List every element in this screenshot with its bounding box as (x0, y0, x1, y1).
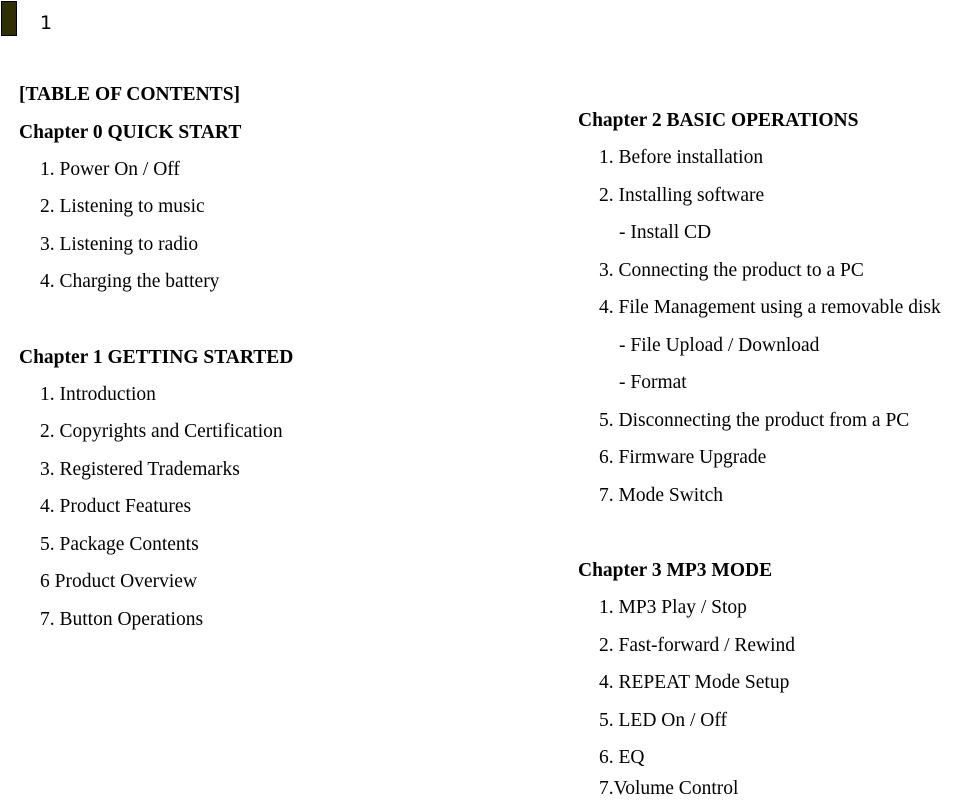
chapter-0-title: Chapter 0 QUICK START (19, 122, 242, 143)
toc-entry: 5. Package Contents (40, 534, 199, 555)
toc-entry: 6. EQ (599, 747, 645, 768)
chapter-3-title: Chapter 3 MP3 MODE (578, 560, 773, 581)
chapter-2-title: Chapter 2 BASIC OPERATIONS (578, 110, 859, 131)
toc-subentry: - Install CD (619, 222, 712, 243)
toc-entry: 3. Connecting the product to a PC (599, 260, 864, 281)
toc-entry: 2. Listening to music (40, 196, 205, 217)
toc-entry: 4. REPEAT Mode Setup (599, 672, 790, 693)
toc-entry: 6 Product Overview (40, 571, 198, 592)
page-number: 1 (40, 12, 53, 34)
toc-entry: 6. Firmware Upgrade (599, 447, 767, 468)
toc-entry: 1. Before installation (599, 147, 764, 168)
toc-entry: 2. Installing software (599, 185, 765, 206)
chapter-1-title: Chapter 1 GETTING STARTED (19, 347, 294, 368)
toc-entry: 1. Introduction (40, 384, 156, 405)
toc-entry: 1. Power On / Off (40, 159, 180, 180)
toc-subentry: - Format (619, 372, 687, 393)
toc-entry: 2. Copyrights and Certification (40, 421, 283, 442)
toc-entry: 7.Volume Control (599, 778, 739, 799)
toc-subentry: - File Upload / Download (619, 335, 820, 356)
toc-entry: 5. Disconnecting the product from a PC (599, 410, 910, 431)
toc-entry: 1. MP3 Play / Stop (599, 597, 747, 618)
toc-entry: 3. Listening to radio (40, 234, 199, 255)
page-marker-block (1, 1, 17, 36)
toc-entry: 2. Fast-forward / Rewind (599, 635, 796, 656)
toc-entry: 4. File Management using a removable disk (599, 297, 941, 318)
toc-heading: [TABLE OF CONTENTS] (19, 84, 241, 105)
toc-entry: 4. Product Features (40, 496, 192, 517)
toc-entry: 4. Charging the battery (40, 271, 220, 292)
toc-entry: 3. Registered Trademarks (40, 459, 240, 480)
toc-entry: 7. Mode Switch (599, 485, 724, 506)
toc-entry: 5. LED On / Off (599, 710, 727, 731)
toc-entry: 7. Button Operations (40, 609, 204, 630)
